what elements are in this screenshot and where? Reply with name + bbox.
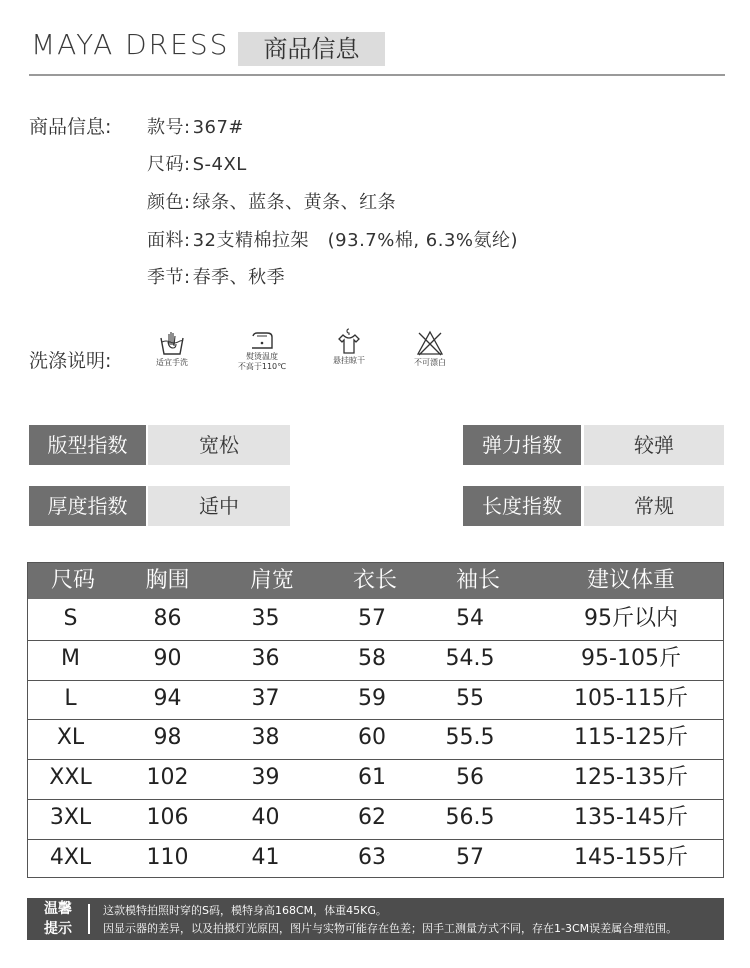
table-cell: 105-115斤 <box>574 686 688 711</box>
hand-wash-icon <box>157 328 187 358</box>
wash-caption-line2: 不高于110℃ <box>237 362 287 371</box>
info-line-style-number <box>147 113 244 139</box>
brand-title: MAYA DRESS <box>31 28 230 61</box>
info-key: 尺码: <box>147 154 191 175</box>
table-cell: 57 <box>358 606 386 631</box>
wash-item-iron <box>232 328 292 372</box>
info-value: 绿条、蓝条、黄条、红条 <box>192 192 397 213</box>
table-cell: S <box>63 606 78 631</box>
footer-title-line2: 提示 <box>44 921 72 937</box>
table-cell: 145-155斤 <box>574 845 688 870</box>
table-cell: 3XL <box>49 805 92 830</box>
table-cell: 90 <box>153 646 182 671</box>
wash-caption: 适宜手洗 <box>156 358 188 367</box>
info-value: 367# <box>192 117 245 138</box>
table-cell: 125-135斤 <box>574 765 688 790</box>
table-cell: 41 <box>251 845 280 870</box>
column-header-size: 尺码 <box>50 568 95 593</box>
thickness-index-label: 厚度指数 <box>29 486 146 526</box>
wash-caption: 悬挂晾干 <box>333 356 365 365</box>
wash-label: 洗涤说明: <box>29 350 112 372</box>
table-row-divider <box>28 640 723 641</box>
table-cell: 56.5 <box>445 805 495 830</box>
stretch-index-value: 较弹 <box>584 425 724 465</box>
table-row-divider <box>28 839 723 840</box>
table-cell: 40 <box>251 805 280 830</box>
stretch-index-label: 弹力指数 <box>463 425 581 465</box>
table-cell: 54 <box>456 606 484 631</box>
info-key: 季节: <box>147 267 191 288</box>
info-line-size <box>147 150 247 176</box>
info-value: S-4XL <box>192 154 247 175</box>
fit-index-label: 版型指数 <box>29 425 146 465</box>
table-cell: 36 <box>251 646 280 671</box>
footer-line-disclaimer: 因显示器的差异，以及拍摄灯光原因，图片与实物可能存在色差；因手工测量方式不同，存在1-3CM误差属合理范围。 <box>103 922 678 935</box>
table-cell: M <box>61 646 80 671</box>
thickness-index-value: 适中 <box>148 486 290 526</box>
column-header-length: 衣长 <box>352 568 397 593</box>
wash-caption: 熨烫温度 <box>246 352 278 361</box>
info-line-season <box>147 263 285 289</box>
table-cell: 38 <box>251 725 280 750</box>
table-cell: 63 <box>358 845 386 870</box>
header-divider <box>29 74 725 76</box>
table-cell: 61 <box>358 765 386 790</box>
wash-caption: 不可漂白 <box>414 358 446 367</box>
table-cell: 94 <box>153 686 182 711</box>
table-cell: 86 <box>153 606 182 631</box>
hang-dry-icon <box>334 326 364 356</box>
info-value: 32支精棉拉架 (93.7%棉, 6.3%氨纶) <box>192 230 519 251</box>
table-cell: 62 <box>358 805 386 830</box>
wash-item-no-bleach <box>403 328 457 368</box>
length-index-value: 常规 <box>584 486 724 526</box>
info-line-color <box>147 188 396 214</box>
table-row-divider <box>28 759 723 760</box>
table-cell: 98 <box>153 725 182 750</box>
table-cell: 57 <box>456 845 484 870</box>
footer-title-line1: 温馨 <box>44 901 72 917</box>
length-index-label: 长度指数 <box>463 486 581 526</box>
table-cell: XL <box>56 725 85 750</box>
info-line-fabric <box>147 226 518 252</box>
footer-separator <box>88 904 90 934</box>
table-cell: 102 <box>146 765 189 790</box>
table-cell: 55 <box>456 686 484 711</box>
wash-item-hang-dry <box>322 326 376 366</box>
table-cell: 110 <box>146 845 189 870</box>
no-bleach-icon <box>415 328 445 358</box>
fit-index-value: 宽松 <box>148 425 290 465</box>
table-cell: 58 <box>358 646 386 671</box>
info-key: 颜色: <box>147 192 191 213</box>
table-row-divider <box>28 680 723 681</box>
section-title: 商品信息 <box>238 32 385 66</box>
table-cell: 55.5 <box>445 725 495 750</box>
wash-item-hand-wash <box>145 328 199 368</box>
table-cell: 95斤以内 <box>584 606 678 631</box>
table-cell: 135-145斤 <box>574 805 688 830</box>
column-header-sleeve: 袖长 <box>455 568 500 593</box>
table-cell: 37 <box>251 686 280 711</box>
table-cell: 4XL <box>49 845 92 870</box>
table-cell: 39 <box>251 765 280 790</box>
iron-icon <box>247 328 277 352</box>
table-cell: 106 <box>146 805 189 830</box>
info-value: 春季、秋季 <box>192 267 286 288</box>
table-cell: 115-125斤 <box>574 725 688 750</box>
table-row-divider <box>28 799 723 800</box>
column-header-chest: 胸围 <box>145 568 190 593</box>
table-cell: 59 <box>358 686 386 711</box>
table-cell: 95-105斤 <box>581 646 681 671</box>
footer-title <box>36 899 80 939</box>
table-row-divider <box>28 719 723 720</box>
table-cell: 54.5 <box>445 646 495 671</box>
table-cell: 56 <box>456 765 484 790</box>
info-key: 面料: <box>147 230 191 251</box>
table-cell: 60 <box>358 725 386 750</box>
table-cell: L <box>64 686 77 711</box>
table-cell: 35 <box>251 606 280 631</box>
table-cell: XXL <box>49 765 92 790</box>
column-header-weight: 建议体重 <box>586 568 675 593</box>
footer-line-model: 这款模特拍照时穿的S码，模特身高168CM，体重45KG。 <box>103 904 387 917</box>
product-info-label: 商品信息: <box>29 116 112 138</box>
info-key: 款号: <box>147 117 191 138</box>
column-header-shoulder: 肩宽 <box>249 568 294 593</box>
